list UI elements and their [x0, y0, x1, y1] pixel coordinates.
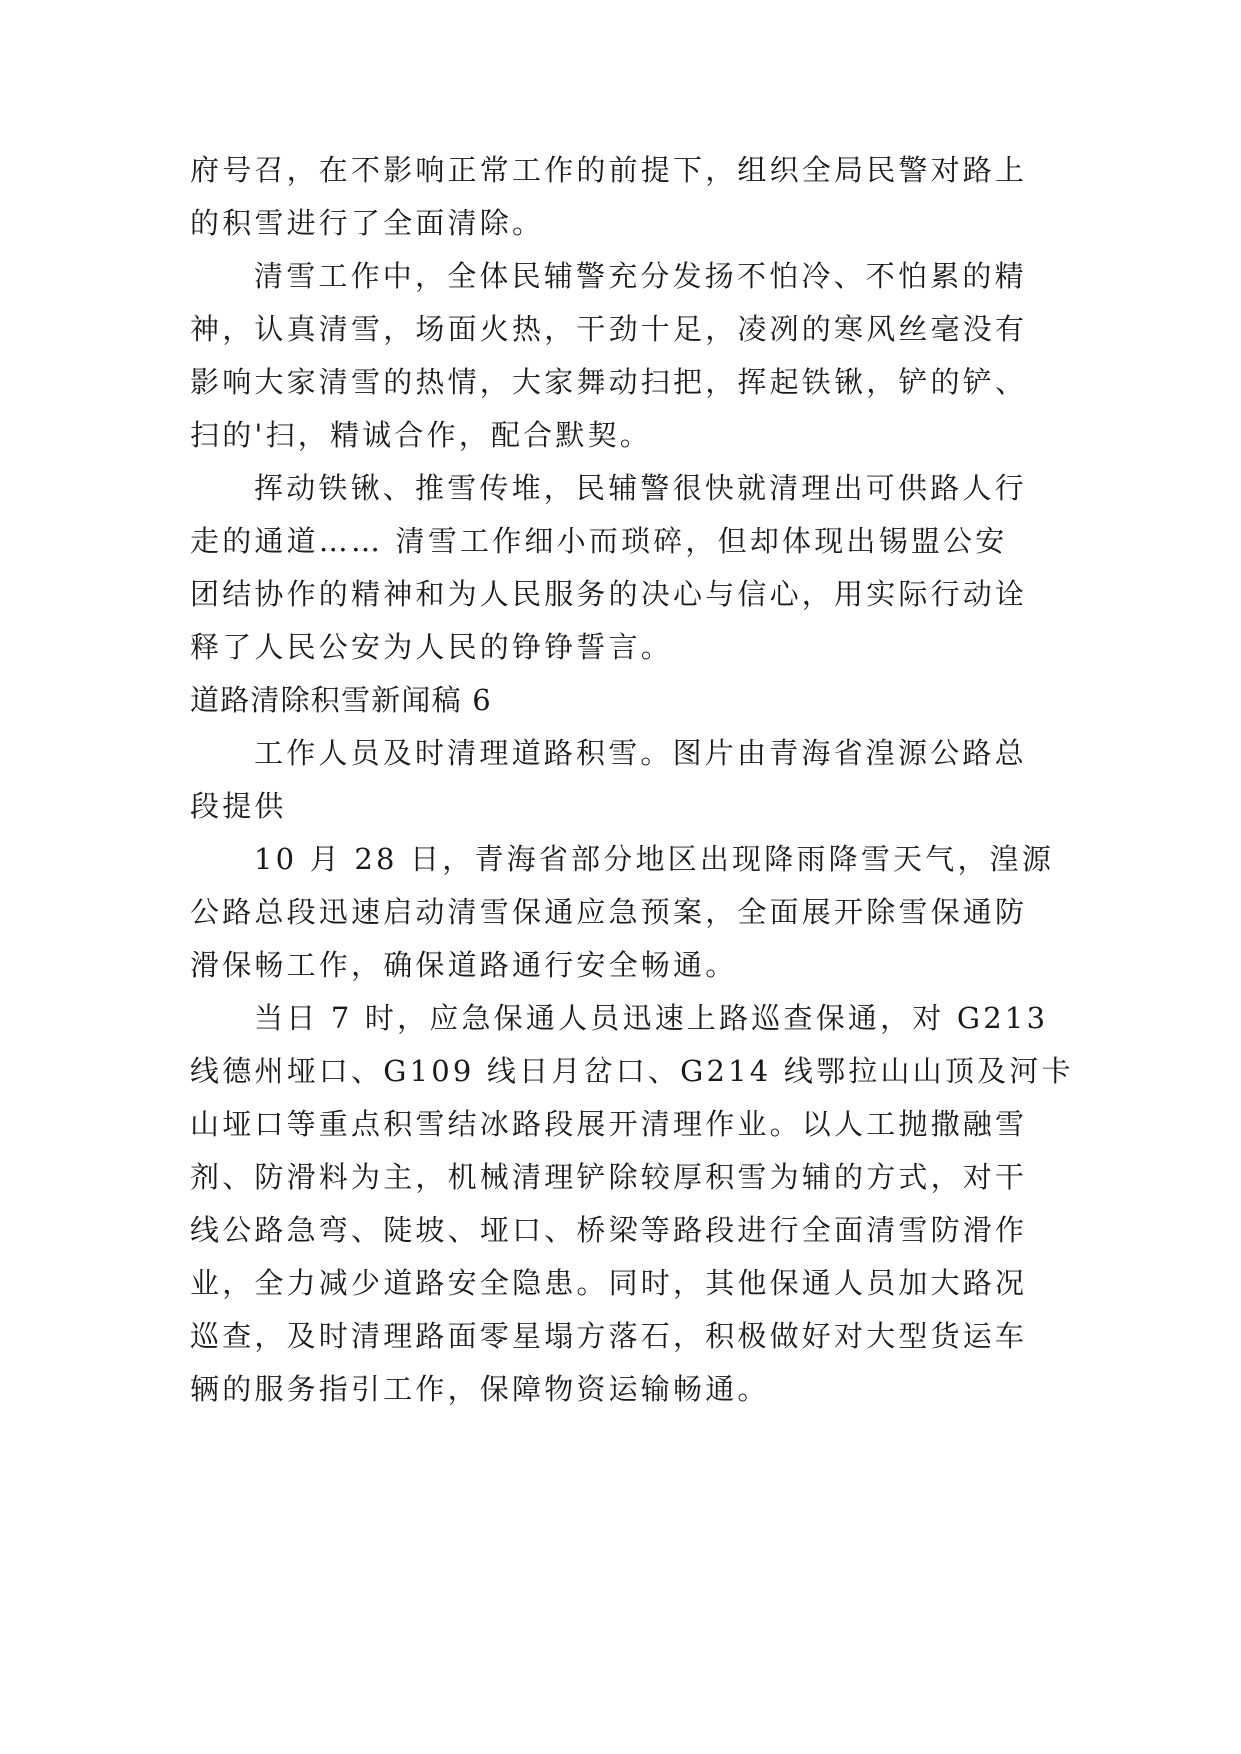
section-heading: 道路清除积雪新闻稿 6: [190, 683, 492, 717]
body-text-line: 影响大家清雪的热情，大家舞动扫把，挥起铁锹，铲的铲、: [190, 365, 1028, 399]
body-text-line: 线德州垭口、G109 线日月岔口、G214 线鄂拉山山顶及河卡: [190, 1054, 1074, 1088]
body-text-line: 业，全力减少道路安全隐患。同时，其他保通人员加大路况: [190, 1266, 1028, 1300]
body-text-line: 神，认真清雪，场面火热，干劲十足，凌冽的寒风丝毫没有: [190, 312, 1028, 346]
paragraph-first-line: 10 月 28 日，青海省部分地区出现降雨降雪天气，湟源: [254, 842, 1055, 876]
body-text-line: 公路总段迅速启动清雪保通应急预案，全面展开除雪保通防: [190, 895, 1028, 929]
body-text-line: 走的通道…… 清雪工作细小而琐碎，但却体现出锡盟公安: [190, 524, 1008, 558]
body-text-line: 释了人民公安为人民的铮铮誓言。: [190, 630, 674, 664]
paragraph-first-line: 工作人员及时清理道路积雪。图片由青海省湟源公路总: [254, 736, 1027, 770]
body-text-line: 山垭口等重点积雪结冰路段展开清理作业。以人工抛撒融雪: [190, 1107, 1028, 1141]
body-text-line: 滑保畅工作，确保道路通行安全畅通。: [190, 948, 738, 982]
body-text-line: 辆的服务指引工作，保障物资运输畅通。: [190, 1372, 770, 1406]
body-text-line: 扫的'扫，精诚合作，配合默契。: [190, 418, 652, 452]
body-text-line: 府号召，在不影响正常工作的前提下，组织全局民警对路上: [190, 153, 1028, 187]
body-text-line: 线公路急弯、陡坡、垭口、桥梁等路段进行全面清雪防滑作: [190, 1213, 1028, 1247]
paragraph-first-line: 清雪工作中，全体民辅警充分发扬不怕冷、不怕累的精: [254, 259, 1027, 293]
body-text-line: 巡查，及时清理路面零星塌方落石，积极做好对大型货运车: [190, 1319, 1028, 1353]
body-text-line: 的积雪进行了全面清除。: [190, 206, 545, 240]
paragraph-first-line: 当日 7 时，应急保通人员迅速上路巡查保通，对 G213: [254, 1001, 1049, 1035]
body-text-line: 剂、防滑料为主，机械清理铲除较厚积雪为辅的方式，对干: [190, 1160, 1028, 1194]
body-text-line: 团结协作的精神和为人民服务的决心与信心，用实际行动诠: [190, 577, 1028, 611]
body-text-line: 段提供: [190, 789, 287, 823]
paragraph-first-line: 挥动铁锹、推雪传堆，民辅警很快就清理出可供路人行: [254, 471, 1027, 505]
